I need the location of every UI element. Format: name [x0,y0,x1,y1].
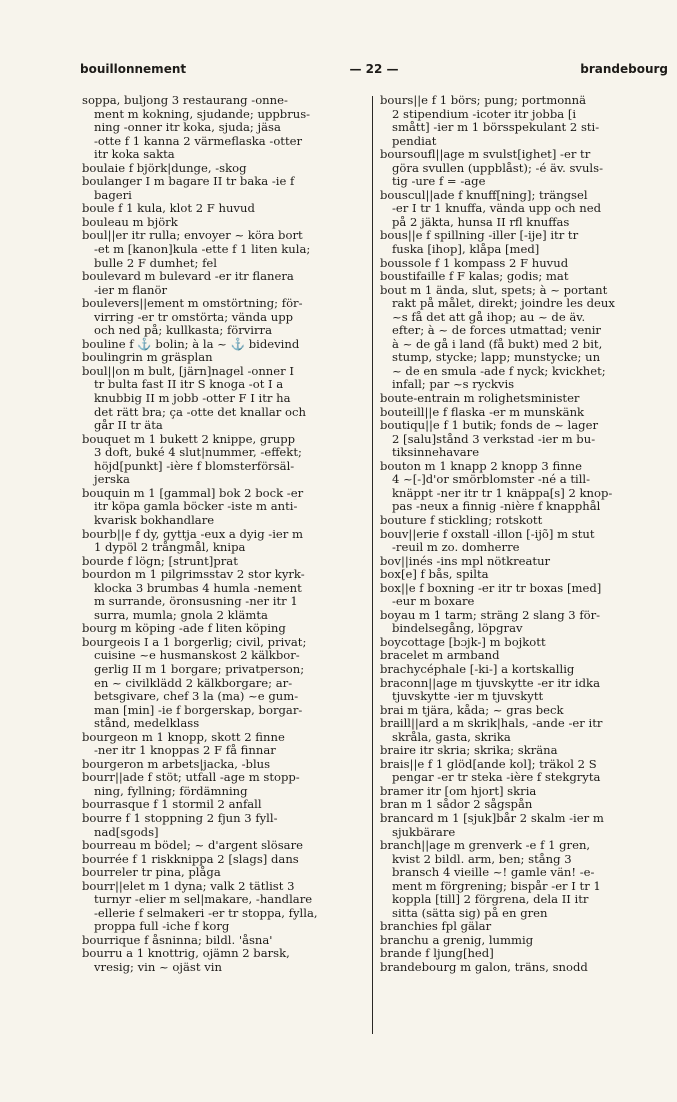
dictionary-entry [380,419,670,460]
entry-line: kvarisk bokhandlare [94,512,215,527]
entry-line: bulle 2 F dumhet; fel [94,255,217,270]
entry-line: nad[sgods] [94,824,159,839]
dictionary-entry [380,257,670,271]
dictionary-entry [82,338,366,352]
entry-line: en ~ civilklädd 2 kälkborgare; ar- [94,675,293,690]
entry-headline: bourg m köping -ade f liten köping [82,621,286,636]
entry-line: och ned på; kullkasta; förvirra [94,323,273,338]
entry-headline: bracelet m armband [380,648,500,663]
entry-headline: brande f ljung[hed] [380,946,494,961]
dictionary-entry [82,622,366,636]
entry-headline: boustifaille f F kalas; godis; mat [380,269,569,284]
entry-headline: brai m tjära, kåda; ~ gras beck [380,702,564,717]
right-column [380,94,670,975]
entry-headline: boycottage [bɔjk-] m bojkott [380,634,546,649]
dictionary-entry [82,758,366,772]
entry-line: ment m förgrening; bispår -er I tr 1 [392,878,601,893]
column-divider [372,96,373,1034]
entry-headline: bourreau m bödel; ~ d'argent slösare [82,838,304,853]
entry-line: infall; par ~s ryckvis [392,377,515,392]
entry-headline: bourrée f 1 riskknippa 2 [slags] dans [82,851,299,866]
entry-line: pas -neux a finnig -nière f knapphål [392,499,601,514]
right-guide-word: brandebourg [580,62,668,76]
entry-headline: bourru a 1 knottrig, ojämn 2 barsk, [82,946,290,961]
entry-headline: bourrasque f 1 stormil 2 anfall [82,797,262,812]
dictionary-entry [82,162,366,176]
entry-line: kvist 2 bildl. arm, ben; stång 3 [392,851,572,866]
entry-line: bransch 4 vieille ~! gamle vän! -e- [392,865,595,880]
dictionary-entry [380,392,670,406]
dictionary-entry [380,663,670,677]
entry-line: proppa full -iche f korg [94,919,230,934]
entry-line: på 2 jäkta, hunsa II rfl knuffas [392,214,570,229]
entry-headline: bours||e f 1 börs; pung; portmonnä [380,93,587,107]
dictionary-entry [380,284,670,392]
entry-line: betsgivare, chef 3 la (ma) ~e gum- [94,689,299,704]
left-guide-word: bouillonnement [80,62,187,76]
entry-line: -er I tr 1 knuffa, vända upp och ned [392,201,602,216]
dictionary-entry [82,798,366,812]
entry-headline: bourrique f åsninna; bildl. 'åsna' [82,932,273,947]
dictionary-entry [380,649,670,663]
entry-headline: branch||age m grenverk -e f 1 gren, [380,838,591,853]
entry-line: -ner itr 1 knoppas 2 F få finnar [94,743,276,758]
entry-line: fuska [ihop], klåpa [med] [392,242,540,257]
entry-headline: boursoufl||age m svulst[ighet] -er tr [380,147,591,162]
entry-headline: bourgeron m arbets|jacka, -blus [82,756,271,771]
entry-headline: bov||inés -ins mpl nötkreatur [380,553,551,568]
entry-headline: bourr||elet m 1 dyna; valk 2 tätlist 3 [82,878,295,893]
entry-line: sjukbärare [392,824,456,839]
entry-line: 2 stipendium -icoter itr jobba [i [392,106,577,121]
entry-line: itr köpa gamla böcker -iste m anti- [94,499,298,514]
entry-line: går II tr äta [94,418,163,433]
dictionary-entry [380,636,670,650]
dictionary-entry [380,582,670,609]
entry-line: klocka 3 brumbas 4 humla -nement [94,580,302,595]
entry-line: ning -onner itr koka, sjuda; jäsa [94,120,281,135]
entry-line: tiksinnehavare [392,445,480,460]
entry-line: virring -er tr omstörta; vända upp [94,309,294,324]
entry-line: jerska [94,472,130,487]
entry-headline: boulevard m bulevard -er itr flanera [82,269,294,284]
dictionary-entry [380,744,670,758]
dictionary-entry [380,555,670,569]
entry-headline: bous||e f spillning -iller [-ije] itr tr [380,228,579,243]
entry-line: det rätt bra; ça -otte det knallar och [94,404,306,419]
dictionary-entry [82,297,366,338]
dictionary-entry [380,229,670,256]
entry-line: knubbig II m jobb -otter F I itr ha [94,391,291,406]
entry-headline: boulanger I m bagare II tr baka -ie f [82,174,295,189]
entry-line: à ~ de gå i land (få bukt) med 2 bit, [392,336,603,351]
entry-headline: branchies fpl gälar [380,919,492,934]
entry-headline: bout m 1 ända, slut, spets; à ~ portant [380,282,608,297]
entry-headline: bramer itr [om hjort] skria [380,783,537,798]
entry-line: m surrande, öronsusning -ner itr 1 [94,594,298,609]
entry-line: koppla [till] 2 förgrena, dela II itr [392,892,589,907]
left-column [82,94,366,975]
entry-line: -ier m flanör [94,282,168,297]
entry-line: bindelsegång, löpgrav [392,621,523,636]
entry-line: pengar -er tr steka -ière f stekgryta [392,770,601,785]
dictionary-entry [380,839,670,920]
dictionary-entry [82,270,366,297]
entry-line: tjuvskytte -ier m tjuvskytt [392,689,544,704]
dictionary-entry [82,812,366,839]
entry-headline: brandebourg m galon, träns, snodd [380,960,588,974]
entry-headline: boute-entrain m rolighetsminister [380,391,580,406]
entry-headline: bouquet m 1 bukett 2 knippe, grupp [82,431,296,446]
dictionary-entry [82,839,366,853]
dictionary-entry [380,406,670,420]
dictionary-entry [380,812,670,839]
entry-headline: braconn||age m tjuvskytte -er itr idka [380,675,600,690]
entry-headline: braire itr skria; skrika; skräna [380,743,558,758]
entry-headline: boussole f 1 kompass 2 F huvud [380,255,569,270]
dictionary-entry [82,947,366,974]
entry-headline: bouture f stickling; rotskott [380,512,543,527]
entry-line: man [min] -ie f borgerskap, borgar- [94,702,303,717]
entry-headline: brais||e f 1 glöd[ande kol]; träkol 2 S [380,756,597,771]
entry-headline: bouline f ⚓ bolin; à la ~ ⚓ bidevind [82,336,300,351]
entry-headline: bourb||e f dy, gyttja -eux a dyig -ier m [82,526,304,541]
entry-headline: boul||er itr rulla; envoyer ~ köra bort [82,228,303,243]
dictionary-entry [82,216,366,230]
dictionary-entry [82,365,366,433]
entry-headline: soppa, buljong 3 restaurang -onne- [82,93,288,107]
entry-line: stånd, medelklass [94,716,200,731]
dictionary-entry [82,866,366,880]
dictionary-entry [82,853,366,867]
entry-line: -otte f 1 kanna 2 värmeflaska -otter [94,133,303,148]
dictionary-entry [380,677,670,704]
dictionary-entry [380,920,670,934]
dictionary-entry [380,785,670,799]
entry-line: tr bulta fast II itr S knoga -ot I a [94,377,284,392]
entry-headline: bourreler tr pina, plåga [82,865,221,880]
entry-headline: box||e f boxning -er itr tr boxas [med] [380,580,602,595]
entry-headline: boulaie f björk|dunge, -skog [82,160,247,175]
entry-headline: boulingrin m gräsplan [82,350,213,365]
dictionary-entry [82,934,366,948]
entry-line: -et m [kanon]kula -ette f 1 liten kula; [94,242,311,257]
dictionary-entry [82,487,366,528]
dictionary-entry [380,189,670,230]
entry-line: 4 ~[-]d'or smörblomster -né a till- [392,472,591,487]
entry-headline: bouleau m björk [82,214,178,229]
dictionary-entry [82,880,366,934]
entry-headline: braill||ard a m skrik|hals, -ande -er itr [380,716,603,731]
dictionary-entry [380,514,670,528]
entry-line: höjd[punkt] -ière f blomsterförsäl- [94,458,295,473]
dictionary-entry [82,731,366,758]
entry-line: ning, fyllning; fördämning [94,783,248,798]
entry-line: -eur m boxare [392,594,475,609]
entry-line: surra, mumla; gnola 2 klämta [94,607,268,622]
entry-headline: bourr||ade f stöt; utfall -age m stopp- [82,770,300,785]
entry-line: vresig; vin ~ ojäst vin [94,960,222,974]
entry-headline: bourde f lögn; [strunt]prat [82,553,238,568]
dictionary-entry [380,758,670,785]
entry-line: itr koka sakta [94,147,175,162]
dictionary-entry [82,175,366,202]
entry-line: ~ de en smula -ade f nyck; kvickhet; [392,363,606,378]
entry-line: bageri [94,187,132,202]
entry-line: 3 doft, buké 4 slut|nummer, -effekt; [94,445,302,460]
entry-headline: bourre f 1 stoppning 2 fjun 3 fyll- [82,810,278,825]
dictionary-entry [82,528,366,555]
dictionary-entry [380,934,670,948]
dictionary-entry [380,568,670,582]
entry-headline: bouscul||ade f knuff[ning]; trängsel [380,187,588,202]
entry-line: smått] -ier m 1 börsspekulant 2 sti- [392,120,600,135]
dictionary-entry [380,528,670,555]
entry-headline: brancard m 1 [sjuk]bår 2 skalm -ier m [380,810,604,825]
page-number: — 22 — [349,62,399,76]
dictionary-entry [380,609,670,636]
entry-line: cuisine ~e husmanskost 2 kälkbor- [94,648,300,663]
dictionary-entry [380,798,670,812]
entry-line: turnyr -elier m sel|makare, -handlare [94,892,313,907]
dictionary-entry [82,351,366,365]
entry-line: göra svullen (uppblåst); -é äv. svuls- [392,160,603,175]
dictionary-entry [82,771,366,798]
entry-headline: bouton m 1 knapp 2 knopp 3 finne [380,458,582,473]
entry-line: 2 [salu]stånd 3 verkstad -ier m bu- [392,431,596,446]
dictionary-entry [82,94,366,162]
dictionary-entry [380,717,670,744]
dictionary-entry [380,270,670,284]
entry-line: gerlig II m 1 borgare; privatperson; [94,661,305,676]
entry-line: efter; à ~ de forces utmattad; venir [392,323,601,338]
entry-headline: branchu a grenig, lummig [380,932,534,947]
dictionary-entry [380,460,670,514]
entry-headline: bourgeon m 1 knopp, skott 2 finne [82,729,285,744]
entry-line: -ellerie f selmakeri -er tr stoppa, fylla, [94,905,318,920]
dictionary-entry [380,704,670,718]
dictionary-entry [82,433,366,487]
dictionary-entry [380,947,670,961]
entry-line: knäppt -ner itr tr 1 knäppa[s] 2 knop- [392,485,613,500]
dictionary-entry [82,636,366,731]
dictionary-entry [380,94,670,148]
entry-line: 1 dypöl 2 trångmål, knipa [94,540,246,555]
entry-headline: bouteill||e f flaska -er m munskänk [380,404,585,419]
entry-headline: brachycéphale [-ki-] a kortskallig [380,661,575,676]
entry-headline: boyau m 1 tarm; sträng 2 slang 3 för- [380,607,601,622]
entry-line: ~s få det att gå ihop; au ~ de äv. [392,309,586,324]
entry-headline: boule f 1 kula, klot 2 F huvud [82,201,255,216]
entry-line: -reuil m zo. domherre [392,540,520,555]
entry-headline: bran m 1 sådor 2 sågspån [380,797,533,812]
dictionary-entry [82,229,366,270]
entry-headline: bourdon m 1 pilgrimsstav 2 stor kyrk- [82,567,305,582]
entry-headline: boulevers||ement m omstörtning; för- [82,296,303,311]
entry-line: ment m kokning, sjudande; uppbrus- [94,106,311,121]
entry-headline: boutiqu||e f 1 butik; fonds de ~ lager [380,418,598,433]
entry-line: pendiat [392,133,437,148]
dictionary-entry [82,555,366,569]
dictionary-entry [82,202,366,216]
entry-headline: bourgeois I a 1 borgerlig; civil, privat; [82,634,307,649]
entry-line: sitta (sätta sig) på en gren [392,905,548,920]
entry-line: stump, stycke; lapp; munstycke; un [392,350,601,365]
entry-headline: box[e] f bås, spilta [380,567,489,582]
dictionary-entry [380,961,670,975]
entry-headline: boul||on m bult, [järn]nagel -onner I [82,363,294,378]
entry-line: rakt på målet, direkt; joindre les deux [392,296,615,311]
entry-headline: bouquin m 1 [gammal] bok 2 bock -er [82,485,304,500]
entry-headline: bouv||erie f oxstall -illon [-ijõ] m stut [380,526,595,541]
page-header [80,62,668,82]
entry-line: tig -ure f = -age [392,174,486,189]
entry-line: skråla, gasta, skrika [392,729,511,744]
dictionary-entry [380,148,670,189]
dictionary-entry [82,568,366,622]
